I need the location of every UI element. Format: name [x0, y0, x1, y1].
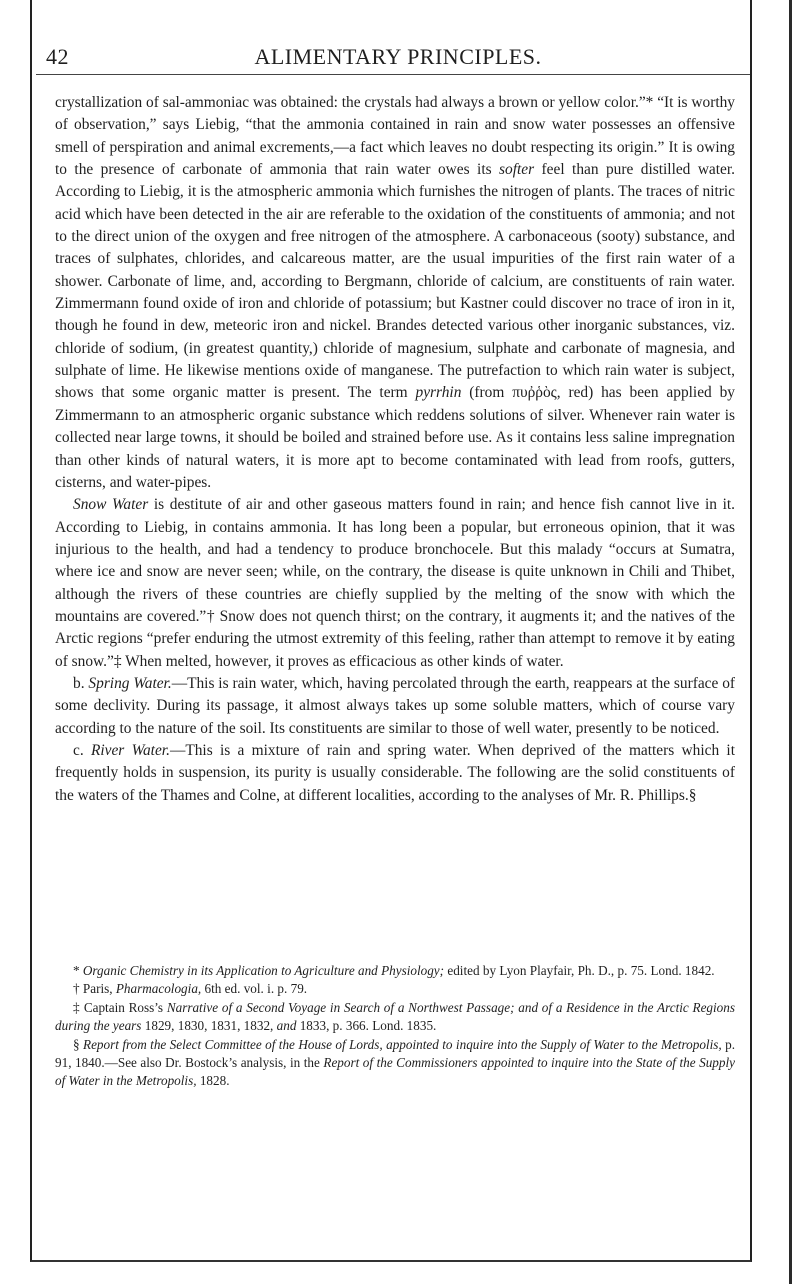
- running-title: ALIMENTARY PRINCIPLES.: [254, 44, 542, 69]
- header-rule: [36, 74, 750, 75]
- paragraph-river-water: c. River Water.—This is a mixture of rain and spring water. When deprived of the matters which it frequently holds in suspension, its purity is usually considerable. The following are the solid constituents of the waters of the Thames and Colne, at different localities, according to the analyses of Mr. R. Phillips.§: [55, 741, 735, 804]
- page-edge-rule: [789, 0, 792, 1284]
- page-header: [46, 44, 750, 72]
- footnote-3: ‡ Captain Ross’s Narrative of a Second Voyage in Search of a Northwest Passage; and of a Residence in the Arctic Regions during the years 1829, 1830, 1831, 1832, and 1833, p. 366. Lond. 1835.: [55, 999, 736, 1034]
- footnote-2: † Paris, Pharmacologia, 6th ed. vol. i. p. 79.: [73, 981, 308, 997]
- footnote-1: * Organic Chemistry in its Application to Agriculture and Physiology; edited by Lyon Playfair, Ph. D., p. 75. Lond. 1842.: [73, 963, 715, 978]
- paragraph-spring-water: b. Spring Water.—This is rain water, which, having percolated through the earth, reappears at the surface of some declivity. During its passage, it almost always takes up some soluble matters, which of course vary according to the nature of the soil. Its constituents are similar to those of well water, presently to be noticed.: [55, 674, 736, 737]
- body-text: [55, 92, 735, 807]
- footnote-4: § Report from the Select Committee of the House of Lords, appointed to inquire into the Supply of Water to the Metropolis, p. 91, 1840.—See also Dr. Bostock’s analysis, in the Report of the Commissioners appointed to inquire into the State of the Supply of Water in the Metropolis, 1828.: [55, 1036, 736, 1089]
- paragraph-rain-water: crystallization of sal-ammoniac was obtained: the crystals had always a brown or yellow color.”* “It is worthy of observation,” says Liebig, “that the ammonia contained in rain and snow water possesses an offensive smell of perspiration and animal excrements,—a fact which leaves no doubt respecting its origin.” It is owing to the presence of carbonate of ammonia that rain water owes its softer feel than pure distilled water. According to Liebig, it is the atmospheric ammonia which furnishes the nitrogen of plants. The traces of nitric acid which have been detected in the air are referable to the oxidation of the constituents of ammonia; and not to the direct union of the oxygen and free nitrogen of the atmosphere. A carbonaceous (sooty) substance, and traces of sulphates, chlorides, and calcareous matter, are the usual impurities of the first rain water of a shower. Carbonate of lime, and, according to Bergmann, chloride of calcium, are constituents of rain water. Zimmermann found oxide of iron and chloride of potassium; but Kastner could discover no trace of iron in it, though he found in dew, meteoric iron and nickel. Brandes detected various other inorganic substances, viz. chloride of sodium, (in greatest quantity,) chloride of magnesium, sulphate and carbonate of magnesia, and sulphate of lime. He likewise mentions oxide of manganese. The putrefaction to which rain water is subject, shows that some organic matter is present. The term pyrrhin (from πυῤῥὸς, red) has been applied by Zimmermann to an atmospheric organic substance which reddens solutions of silver. Whenever rain water is collected near large towns, it should be boiled and strained before use. As it contains less saline impregnation than other kinds of natural waters, it is more apt to become contaminated with lead from roofs, gutters, cisterns, and water-pipes.: [55, 94, 735, 491]
- paragraph-snow-water: Snow Water is destitute of air and other gaseous matters found in rain; and hence fish cannot live in it. According to Liebig, in contains ammonia. It has long been a popular, but erroneous opinion, that it was injurious to the health, and had a tendency to produce bronchocele. But this malady “occurs at Sumatra, where ice and snow are never seen; while, on the contrary, the disease is quite unknown in Chili and Thibet, although the rivers of these countries are chiefly supplied by the melting of the snow with which the mountains are covered.”† Snow does not quench thirst; on the contrary, it augments it; and the natives of the Arctic regions “prefer enduring the utmost extremity of this feeling, rather than attempt to remove it by eating of snow.”‡ When melted, however, it proves as efficacious as other kinds of water.: [55, 496, 735, 670]
- page-number: 42: [46, 44, 69, 69]
- footnotes: [55, 962, 735, 1091]
